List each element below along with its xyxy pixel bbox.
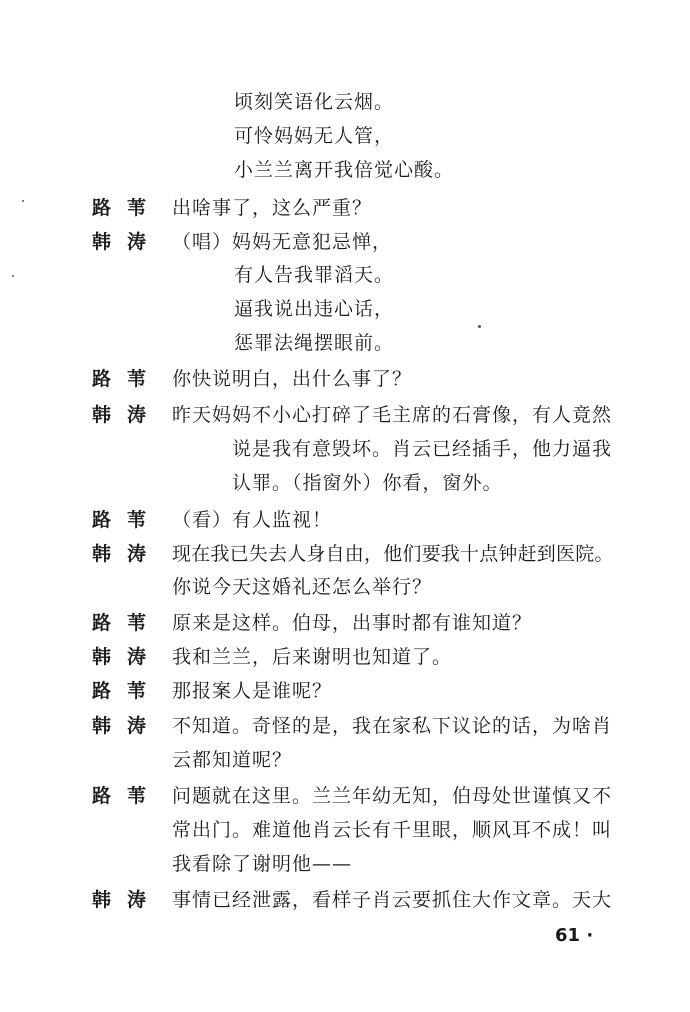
text-line: 我和兰兰，后来谢明也知道了。 <box>172 646 453 668</box>
text-line: 常出门。难道他肖云长有千里眼，顺风耳不成！叫 <box>172 819 613 841</box>
speaker-label: 路苇 <box>92 785 163 807</box>
text-line: 小兰兰离开我倍觉心酸。 <box>234 159 455 181</box>
speaker-label: 韩涛 <box>92 404 163 426</box>
text-line: 原来是这样。伯母，出事时都有谁知道？ <box>172 612 533 634</box>
speaker-label: 韩涛 <box>92 715 163 737</box>
speaker-label: 韩涛 <box>92 543 163 565</box>
text-line: 逼我说出违心话， <box>234 298 395 320</box>
text-line: 现在我已失去人身自由，他们要我十点钟赶到医院。 <box>172 543 614 565</box>
scan-speck <box>12 275 14 277</box>
text-line: 事情已经泄露，看样子肖云要抓住大作文章。天大 <box>172 889 613 911</box>
scan-speck <box>22 200 24 202</box>
text-line: 惩罪法绳摆眼前。 <box>234 332 395 354</box>
text-line: 可怜妈妈无人管， <box>234 125 395 147</box>
text-line: 你说今天这婚礼还怎么举行？ <box>172 576 433 598</box>
speaker-label: 路苇 <box>92 197 163 219</box>
speaker-label: 路苇 <box>92 509 163 531</box>
text-line: 你快说明白，出什么事了？ <box>172 368 413 390</box>
text-line: （看）有人监视！ <box>172 509 333 531</box>
speaker-label: 路苇 <box>92 612 163 634</box>
speaker-label: 路苇 <box>92 680 163 702</box>
text-line: 那报案人是谁呢？ <box>172 680 333 702</box>
speaker-label: 路苇 <box>92 368 163 390</box>
text-line: 云都知道呢？ <box>172 749 293 771</box>
text-line: 我看除了谢明他—— <box>172 853 353 875</box>
speaker-label: 韩涛 <box>92 889 163 911</box>
text-line: 问题就在这里。兰兰年幼无知，伯母处世谨慎又不 <box>172 785 613 807</box>
scan-speck <box>478 325 481 328</box>
text-line: 说是我有意毁坏。肖云已经插手，他力逼我 <box>232 438 613 460</box>
text-line: 昨天妈妈不小心打碎了毛主席的石膏像，有人竟然 <box>172 404 613 426</box>
text-line: （唱）妈妈无意犯忌惮， <box>172 231 393 253</box>
speaker-label: 韩涛 <box>92 646 163 668</box>
page-number: 61 · <box>555 925 594 946</box>
text-line: 有人告我罪滔天。 <box>234 264 395 286</box>
text-line: 不知道。奇怪的是，我在家私下议论的话，为啥肖 <box>172 715 613 737</box>
text-line: 顷刻笑语化云烟。 <box>234 91 395 113</box>
text-line: 认罪。（指窗外）你看，窗外。 <box>232 472 503 494</box>
text-line: 出啥事了，这么严重？ <box>172 197 373 219</box>
speaker-label: 韩涛 <box>92 231 163 253</box>
